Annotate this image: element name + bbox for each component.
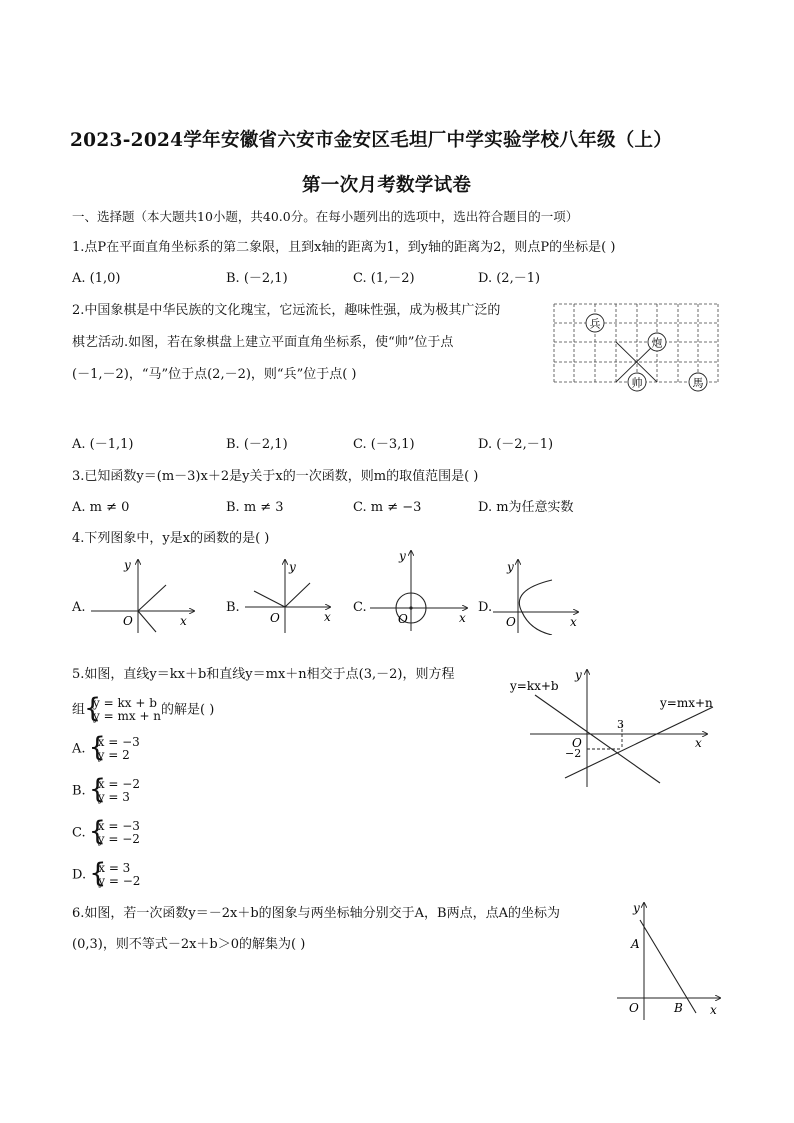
q2-option-c[interactable]: C. (－3,1) (353, 437, 415, 452)
q3-stem: 3.已知函数y＝(m－3)x＋2是y关于x的一次函数，则m的取值范围是( ) (72, 469, 479, 484)
q3-option-a[interactable]: A. m ≠ 0 (72, 500, 130, 515)
page-title-line1: 2023-2024学年安徽省六安市金安区毛坦厂中学实验学校八年级（上） (70, 130, 673, 151)
svg-text:y: y (633, 901, 640, 915)
q1-option-b[interactable]: B. (－2,1) (226, 271, 288, 286)
svg-text:y: y (575, 668, 582, 682)
q2-stem-line3: (－1,－2)，“马”位于点(2,－2)，则“兵”位于点( ) (72, 367, 357, 382)
q5-graph (505, 665, 727, 790)
svg-text:O: O (398, 612, 408, 626)
svg-text:A: A (631, 937, 640, 951)
svg-text:帅: 帅 (631, 376, 643, 390)
q4-graph-c (367, 548, 472, 633)
q6-stem-line1: 6.如图，若一次函数y＝－2x＋b的图象与两坐标轴分别交于A，B两点，点A的坐标为 (72, 906, 561, 921)
svg-text:x: x (695, 736, 702, 750)
svg-text:x: x (570, 615, 577, 629)
q4-stem: 4.下列图象中，y是x的函数的是( ) (72, 531, 270, 546)
q4-graph-b (240, 555, 340, 635)
q6-graph (612, 898, 727, 1023)
svg-text:O: O (572, 736, 582, 750)
q4-graph-a (86, 555, 201, 635)
svg-text:y: y (507, 560, 514, 574)
q6-stem-line2: (0,3)，则不等式－2x＋b＞0的解集为( ) (72, 937, 306, 952)
svg-text:O: O (270, 611, 280, 625)
svg-text:x: x (710, 1003, 717, 1017)
svg-text:O: O (629, 1001, 639, 1015)
svg-text:−2: −2 (565, 747, 582, 760)
q5-option-d[interactable]: D. { x = 3 y = −2 (72, 862, 140, 888)
q6-line (640, 920, 696, 1013)
svg-text:炮: 炮 (651, 336, 663, 350)
q3-option-b[interactable]: B. m ≠ 3 (226, 500, 284, 515)
q4-option-b[interactable]: B. (226, 600, 240, 615)
q1-option-a[interactable]: A. (1,0) (72, 271, 121, 286)
q5-option-c[interactable]: C. { x = −3 y = −2 (72, 820, 140, 846)
q4-option-c[interactable]: C. (353, 600, 367, 615)
piece-pao (648, 333, 666, 351)
svg-text:x: x (324, 610, 331, 624)
svg-text:O: O (506, 615, 516, 629)
q4-option-a[interactable]: A. (72, 600, 86, 615)
q3-option-c[interactable]: C. m ≠ −3 (353, 500, 422, 515)
svg-text:O: O (123, 614, 133, 628)
q5-stem-line2: 组 { y = kx + b y = mx + n 的解是( ) (72, 697, 214, 723)
piece-bing (586, 314, 604, 332)
svg-text:x: x (459, 611, 466, 625)
q5-option-a[interactable]: A. { x = −3 y = 2 (72, 736, 140, 762)
q2-stem-line2: 棋艺活动.如图，若在象棋盘上建立平面直角坐标系，使“帅”位于点 (72, 335, 454, 350)
svg-text:y: y (399, 549, 406, 563)
piece-shuai (628, 373, 646, 391)
svg-text:B: B (674, 1001, 683, 1015)
q4-graph-d (490, 555, 585, 635)
q5-stem-line1: 5.如图，直线y＝kx＋b和直线y＝mx＋n相交于点(3,－2)，则方程 (72, 667, 455, 682)
svg-text:3: 3 (617, 718, 624, 731)
chess-board-figure (552, 302, 722, 398)
q5-equation-system: { y = kx + b y = mx + n (85, 697, 161, 723)
svg-text:y=kx+b: y=kx+b (510, 679, 559, 693)
q2-option-d[interactable]: D. (－2,－1) (478, 437, 554, 452)
svg-text:y=mx+n: y=mx+n (660, 696, 713, 710)
line-kx-b (535, 695, 660, 783)
q2-option-a[interactable]: A. (－1,1) (72, 437, 134, 452)
q4-option-d[interactable]: D. (478, 600, 493, 615)
svg-text:兵: 兵 (589, 317, 601, 331)
q5-option-b[interactable]: B. { x = −2 y = 3 (72, 778, 140, 804)
q2-option-b[interactable]: B. (－2,1) (226, 437, 288, 452)
q3-option-d[interactable]: D. m为任意实数 (478, 500, 574, 515)
q2-stem-line1: 2.中国象棋是中华民族的文化瑰宝，它远流长，趣味性强，成为极其广泛的 (72, 303, 501, 318)
svg-text:馬: 馬 (692, 376, 704, 390)
piece-ma (689, 373, 707, 391)
page-title-line2: 第一次月考数学试卷 (302, 175, 472, 196)
svg-text:y: y (124, 558, 131, 572)
q1-option-d[interactable]: D. (2,－1) (478, 271, 541, 286)
svg-text:y: y (289, 560, 296, 574)
q1-stem: 1.点P在平面直角坐标系的第二象限，且到x轴的距离为1，到y轴的距离为2，则点P的坐标是( ) (72, 240, 616, 255)
q1-option-c[interactable]: C. (1,－2) (353, 271, 415, 286)
section-heading: 一、选择题（本大题共10小题，共40.0分。在每小题列出的选项中，选出符合题目的一项） (72, 209, 579, 224)
svg-text:x: x (180, 614, 187, 628)
chess-board-grid (554, 304, 718, 382)
